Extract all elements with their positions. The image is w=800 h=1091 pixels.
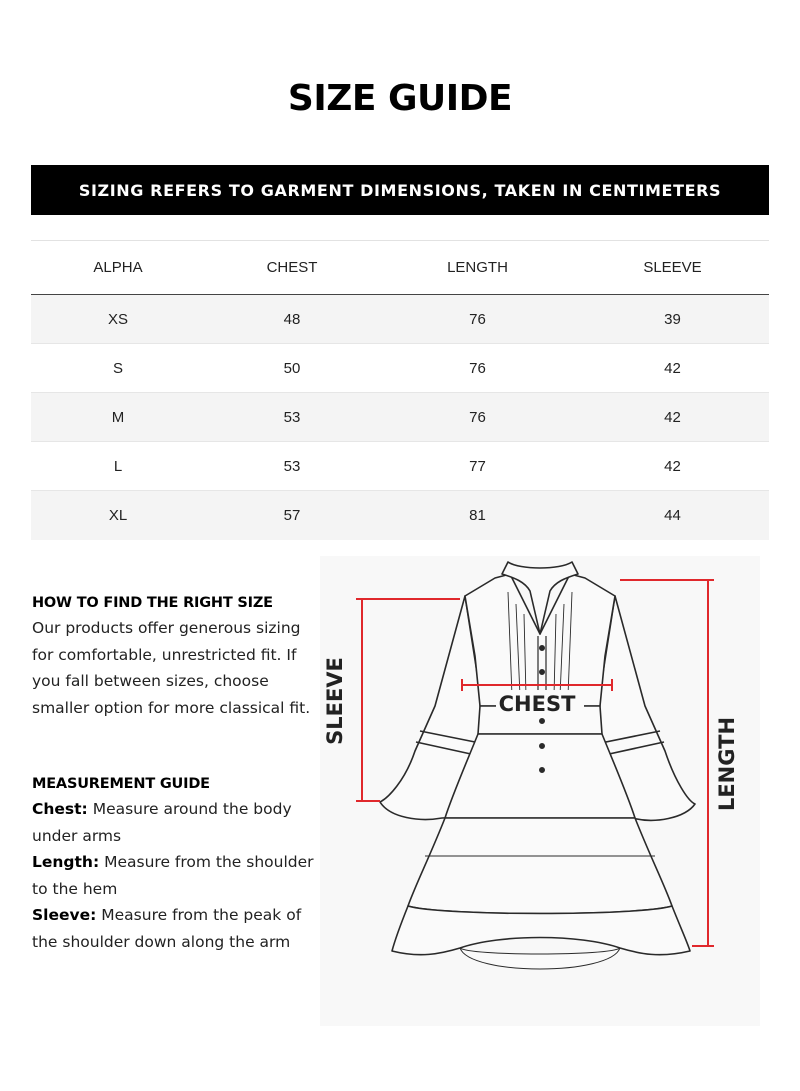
column-header-sleeve: SLEEVE <box>576 241 769 295</box>
how-to-body: Our products offer generous sizing for comfortable, unrestricted fit. If you fall between sizes, choose smaller option for more classical fit. <box>32 619 311 717</box>
measurement-label: Chest: <box>32 800 88 818</box>
table-header-row <box>31 241 769 295</box>
cell-chest: 57 <box>205 491 379 540</box>
table-row <box>31 344 769 393</box>
cell-length: 76 <box>379 344 576 393</box>
cell-alpha: XS <box>31 295 205 344</box>
cell-length: 76 <box>379 393 576 442</box>
cell-length: 76 <box>379 295 576 344</box>
table-row <box>31 295 769 344</box>
cell-alpha: M <box>31 393 205 442</box>
cell-chest: 50 <box>205 344 379 393</box>
cell-sleeve: 42 <box>576 393 769 442</box>
measurement-guide-heading: MEASUREMENT GUIDE <box>32 776 210 792</box>
cell-length: 81 <box>379 491 576 540</box>
measurement-item-length <box>32 849 322 902</box>
table-row <box>31 393 769 442</box>
column-header-alpha: ALPHA <box>31 241 205 295</box>
sizing-banner: SIZING REFERS TO GARMENT DIMENSIONS, TAKEN IN CENTIMETERS <box>31 165 769 215</box>
how-to-heading: HOW TO FIND THE RIGHT SIZE <box>32 595 273 611</box>
size-table <box>31 240 769 540</box>
measurement-item-sleeve <box>32 902 322 955</box>
cell-sleeve: 42 <box>576 442 769 491</box>
table-row <box>31 442 769 491</box>
measurement-text: Measure around the body under arms <box>32 800 292 845</box>
table-row <box>31 491 769 540</box>
cell-alpha: L <box>31 442 205 491</box>
cell-alpha: S <box>31 344 205 393</box>
chest-label: CHEST <box>498 692 576 716</box>
length-label: LENGTH <box>715 716 739 812</box>
measurement-label: Sleeve: <box>32 906 97 924</box>
measurement-label: Length: <box>32 853 100 871</box>
column-header-length: LENGTH <box>379 241 576 295</box>
cell-chest: 53 <box>205 393 379 442</box>
measurement-item-chest <box>32 796 322 849</box>
how-to-section <box>32 595 322 721</box>
dress-measurement-diagram <box>320 556 760 1026</box>
cell-chest: 53 <box>205 442 379 491</box>
cell-sleeve: 42 <box>576 344 769 393</box>
cell-length: 77 <box>379 442 576 491</box>
measurement-text: Measure from the peak of the shoulder down along the arm <box>32 906 302 951</box>
cell-chest: 48 <box>205 295 379 344</box>
cell-sleeve: 44 <box>576 491 769 540</box>
cell-sleeve: 39 <box>576 295 769 344</box>
measurement-guide-section <box>32 776 322 955</box>
cell-alpha: XL <box>31 491 205 540</box>
measurement-text: Measure from the shoulder to the hem <box>32 853 314 898</box>
column-header-chest: CHEST <box>205 241 379 295</box>
sleeve-label: SLEEVE <box>323 657 347 745</box>
page-title: SIZE GUIDE <box>287 78 513 119</box>
